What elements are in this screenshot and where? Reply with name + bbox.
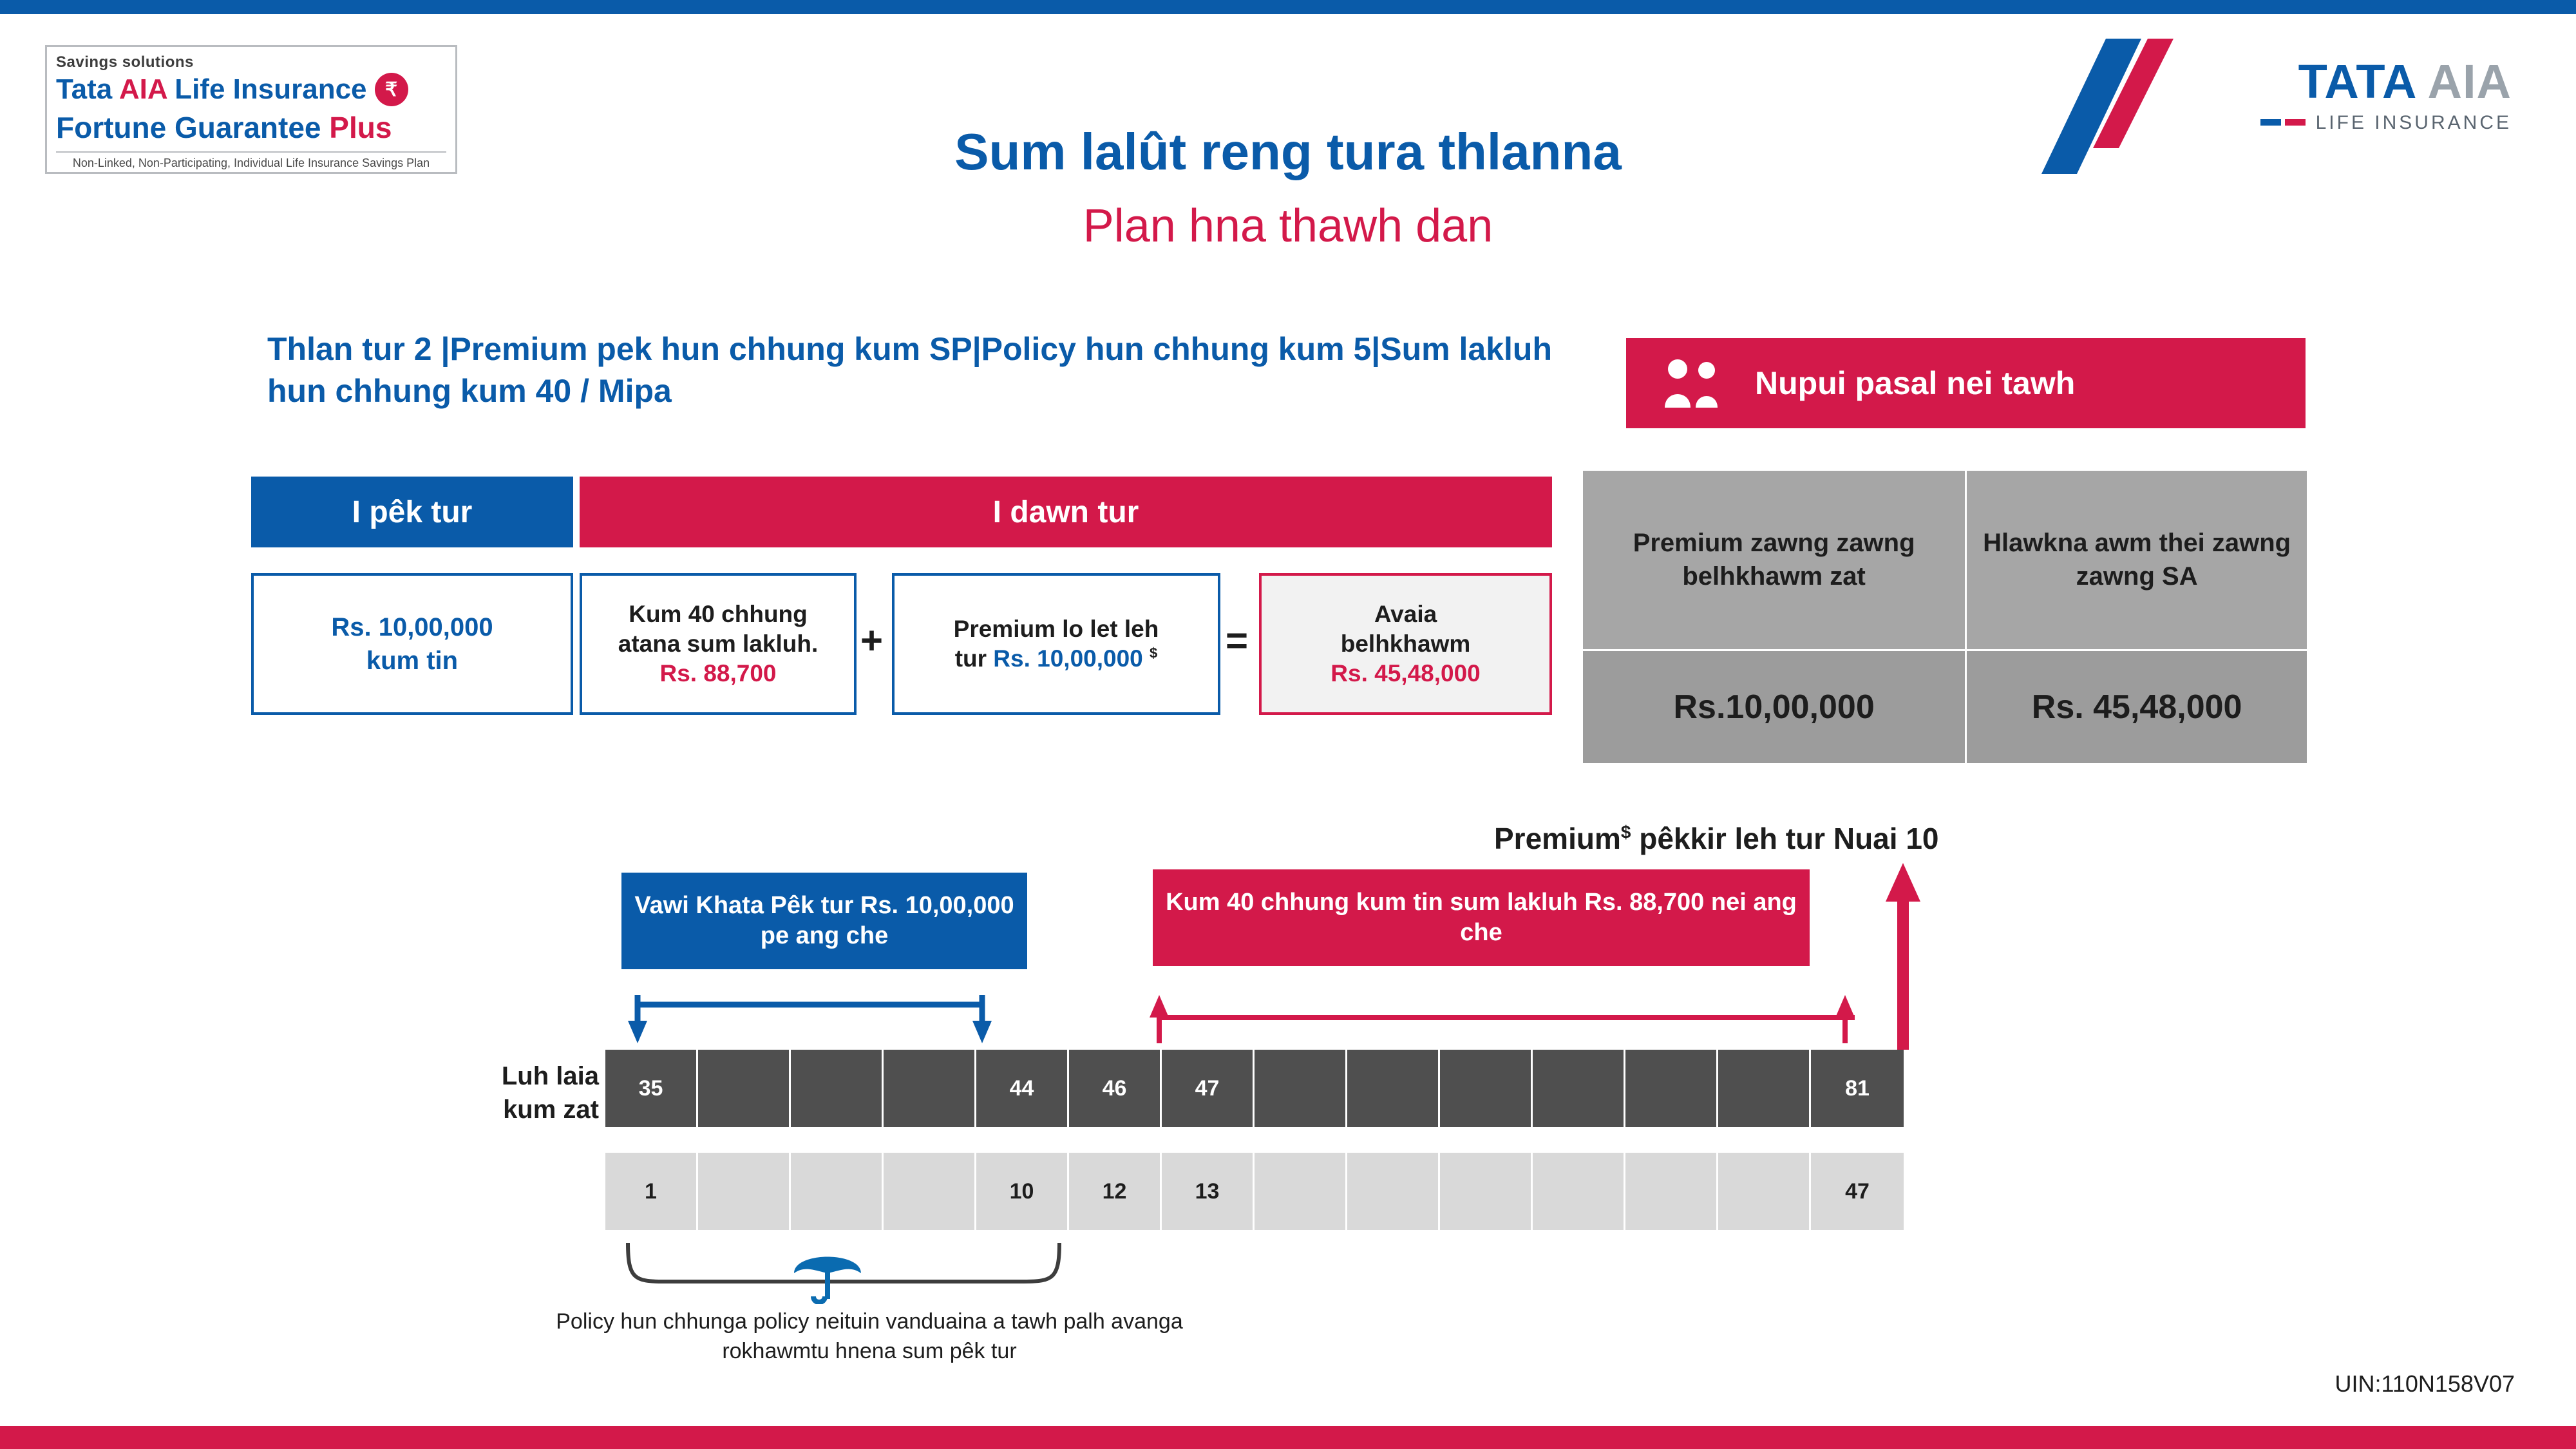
timeline-age-row (605, 1050, 1904, 1127)
timeline-year-cell: 47 (1811, 1153, 1904, 1230)
get-box-income-line2: atana sum lakluh. (618, 630, 819, 657)
callout-pay-once: Vawi Khata Pêk tur Rs. 10,00,000 pe ang che (621, 873, 1027, 969)
savings-solutions-label: Savings solutions (56, 53, 194, 71)
umbrella-icon (789, 1240, 866, 1304)
operator-plus: + (860, 619, 884, 662)
timeline-age-cell (884, 1050, 976, 1127)
product-name-plus: Plus (329, 111, 392, 144)
couple-icon (1658, 357, 1729, 409)
brand-rest-text: Life Insurance (175, 73, 367, 105)
timeline-age-cell: 47 (1162, 1050, 1255, 1127)
get-box-premium-back-line2-row (955, 644, 1158, 674)
timeline-label: Luh laia kum zat (501, 1062, 599, 1124)
get-box-premium-back-line2: tur (954, 645, 987, 672)
timeline-age-cell (1255, 1050, 1347, 1127)
summary-header-total-sa: Hlawkna awm thei zawng zawng SA (1966, 470, 2308, 650)
timeline-age-cell (1625, 1050, 1718, 1127)
couple-badge (1626, 338, 2306, 428)
corporate-tata-text: TATA (2298, 55, 2416, 108)
corporate-brand (2260, 55, 2512, 108)
timeline-age-cell: 46 (1069, 1050, 1162, 1127)
get-header: I dawn tur (580, 477, 1552, 547)
pay-amount: Rs. 10,00,000 (331, 613, 493, 641)
top-accent-bar (0, 0, 2576, 14)
timeline-age-cell (698, 1050, 791, 1127)
timeline-age-cell: 35 (605, 1050, 698, 1127)
timeline-year-cell (1440, 1153, 1533, 1230)
callout-annual-income: Kum 40 chhung kum tin sum lakluh Rs. 88,700 nei ang che (1153, 869, 1810, 966)
timeline-age-cell: 81 (1811, 1050, 1904, 1127)
timeline-year-row (605, 1153, 1904, 1230)
blue-arrow-group (628, 995, 992, 1043)
timeline-age-cell (1440, 1050, 1533, 1127)
page-title: Sum lalût reng tura thlanna (954, 123, 1622, 180)
protection-note: Policy hun chhunga policy neituin vanduaina a tawh palh avanga rokhawmtu hnena sum pêk tur (556, 1309, 1183, 1363)
timeline-year-cell (1255, 1153, 1347, 1230)
timeline-year-cell (1347, 1153, 1440, 1230)
product-brand-name (56, 73, 367, 106)
summary-value-total-premium: Rs.10,00,000 (1582, 650, 1966, 764)
timeline-year-cell (1533, 1153, 1625, 1230)
scenario-description: Thlan tur 2 |Premium pek hun chhung kum SP|Policy hun chhung kum 5|Sum lakluh hun chhung kum 40 / Mipa (267, 331, 1552, 409)
pay-header: I pêk tur (251, 477, 573, 547)
premium-back-prefix: Premium (1494, 822, 1621, 855)
brand-aia-text: AIA (118, 73, 167, 105)
get-box-income-amount: Rs. 88,700 (659, 660, 777, 687)
page-subtitle: Plan hna thawh dan (1083, 200, 1493, 252)
get-box-premium-back-amount: Rs. 10,00,000 (993, 645, 1143, 672)
get-box-total-amount: Rs. 45,48,000 (1331, 660, 1481, 687)
couple-badge-label: Nupui pasal nei tawh (1755, 365, 2076, 401)
pay-amount-box (251, 573, 573, 715)
timeline-year-cell (884, 1153, 976, 1230)
premium-back-note (1494, 821, 1939, 856)
corporate-aia-text: AIA (2427, 55, 2512, 108)
timeline-age-cell (1347, 1050, 1440, 1127)
timeline-year-cell (698, 1153, 791, 1230)
timeline-year-cell (1625, 1153, 1718, 1230)
product-name-text: Fortune Guarantee (56, 111, 321, 144)
corporate-tagline-text: LIFE INSURANCE (2315, 112, 2512, 133)
pay-period: kum tin (366, 647, 459, 675)
operator-equals: = (1226, 619, 1249, 662)
summary-value-total-sa: Rs. 45,48,000 (1966, 650, 2308, 764)
premium-back-rest: pêkkir leh tur Nuai 10 (1631, 822, 1939, 855)
get-box-total (1259, 573, 1552, 715)
product-disclaimer: Non-Linked, Non-Participating, Individual Life Insurance Savings Plan (56, 151, 446, 170)
summary-table (1581, 469, 2309, 765)
timeline-year-cell: 12 (1069, 1153, 1162, 1230)
uin-code: UIN:110N158V07 (2334, 1370, 2515, 1397)
timeline-age-cell: 44 (976, 1050, 1069, 1127)
get-box-premium-back-sup: $ (1150, 645, 1158, 661)
timeline-year-cell (791, 1153, 884, 1230)
summary-header-total-premium: Premium zawng zawng belhkhawm zat (1582, 470, 1966, 650)
get-box-total-line1: Avaia (1374, 600, 1437, 627)
timeline-year-cell: 1 (605, 1153, 698, 1230)
rupee-badge-icon: ₹ (375, 73, 408, 106)
timeline-age-cell (1718, 1050, 1811, 1127)
premium-back-sup: $ (1620, 822, 1631, 842)
timeline-age-cell (1533, 1050, 1625, 1127)
summary-table-value-row (1582, 650, 2308, 764)
bottom-accent-bar (0, 1426, 2576, 1449)
summary-table-header-row (1582, 470, 2308, 650)
get-box-premium-back (892, 573, 1220, 715)
timeline-year-cell: 13 (1162, 1153, 1255, 1230)
get-box-premium-back-line1: Premium lo let leh (953, 615, 1159, 642)
get-box-income (580, 573, 857, 715)
get-box-total-line2: belhkhawm (1340, 630, 1471, 657)
get-box-income-line1: Kum 40 chhung (629, 600, 808, 627)
timeline-year-cell (1718, 1153, 1811, 1230)
timeline-year-cell: 10 (976, 1153, 1069, 1230)
timeline-age-cell (791, 1050, 884, 1127)
brand-tata-text: Tata (56, 73, 113, 105)
